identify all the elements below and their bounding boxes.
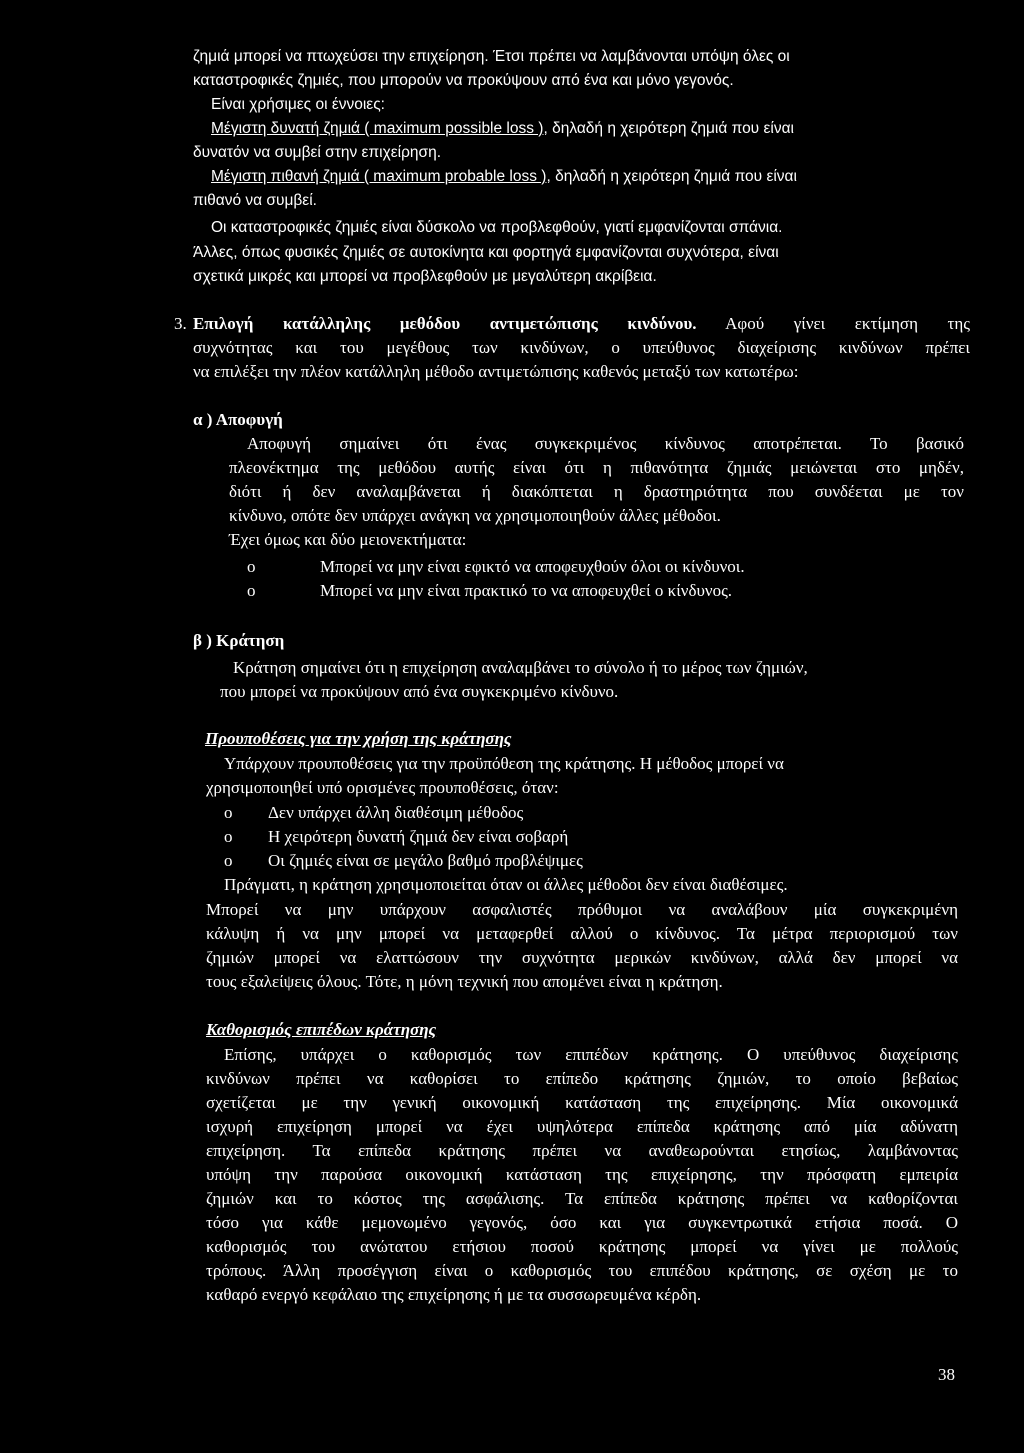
levels-line-8: τόσο για κάθε μεμονωμένο γεγονός, όσο και για συγκεντρωτικά ετήσια ποσά. Ο xyxy=(206,1213,958,1232)
levels-line-9: καθορισμός του ανώτατου ετήσιου ποσού κράτησης μπορεί να γίνει με πολλούς xyxy=(206,1237,958,1256)
bullet-symbol: o xyxy=(247,557,256,576)
section-3-line-2: συχνότητας και του μεγέθους των κινδύνων, ο υπεύθυνος διαχείρισης κινδύνων πρέπει xyxy=(193,338,970,357)
max-probable-line-1 xyxy=(211,165,797,189)
bullet-symbol: o xyxy=(224,803,233,822)
max-possible-line-1 xyxy=(211,117,794,141)
section-3-title: Επιλογή κατάλληλης μεθόδου αντιμετώπισης κινδύνου. xyxy=(193,314,697,333)
intro-line-1: ζημιά μπορεί να πτωχεύσει την επιχείρηση. Έτσι πρέπει να λαμβάνονται υπόψη όλες οι xyxy=(193,48,790,65)
prerequisites-para-line-5: τους εξαλείψεις όλους. Τότε, η μόνη τεχνική που απομένει είναι η κράτηση. xyxy=(206,972,723,991)
section-3-line-3: να επιλέξει την πλέον κατάλληλη μέθοδο αντιμετώπισης καθενός μεταξύ των κατωτέρω: xyxy=(193,362,799,381)
avoidance-line-2: πλεονέκτημα της μεθόδου αυτής είναι ότι η πιθανότητα ζημιάς μειώνεται στο μηδέν, xyxy=(229,458,964,477)
levels-line-6: υπόψη την παρούσα οικονομική κατάσταση της επιχείρησης, την πρόσφατη εμπειρία xyxy=(206,1165,958,1184)
avoidance-heading: α ) Αποφυγή xyxy=(193,410,283,429)
section-3-line-1 xyxy=(193,312,970,336)
page-number: 38 xyxy=(938,1365,955,1384)
prerequisites-bullet-2: Η χειρότερη δυνατή ζημιά δεν είναι σοβαρή xyxy=(268,827,569,846)
others-line-2: σχετικά μικρές και μπορεί να προβλεφθούν με μεγαλύτερη ακρίβεια. xyxy=(193,268,657,285)
max-probable-term: Μέγιστη πιθανή ζημιά ( maximum probable loss ) xyxy=(211,168,547,185)
avoidance-bullet-1: Μπορεί να μην είναι εφικτό να αποφευχθούν όλοι οι κίνδυνοι. xyxy=(320,557,745,576)
levels-line-2: κινδύνων πρέπει να καθορίσει το επίπεδο κράτησης ζημιών, το οποίο βεβαίως xyxy=(206,1069,958,1088)
avoidance-line-5: Έχει όμως και δύο μειονεκτήματα: xyxy=(229,530,467,549)
prerequisites-para-line-3: κάλυψη ή να μην μπορεί να μεταφερθεί αλλού ο κίνδυνος. Τα μέτρα περιορισμού των xyxy=(206,924,958,943)
bullet-symbol: o xyxy=(224,851,233,870)
prerequisites-para-line-2: Μπορεί να μην υπάρχουν ασφαλιστές πρόθυμοι να αναλάβουν μία συγκεκριμένη xyxy=(206,900,958,919)
avoidance-line-1: Αποφυγή σημαίνει ότι ένας συγκεκριμένος κίνδυνος αποτρέπεται. Το βασικό xyxy=(247,434,964,453)
retention-line-1: Κράτηση σημαίνει ότι η επιχείρηση αναλαμβάνει το σύνολο ή το μέρος των ζημιών, xyxy=(233,658,808,677)
avoidance-line-4: κίνδυνο, οπότε δεν υπάρχει ανάγκη να χρησιμοποιηθούν άλλες μέθοδοι. xyxy=(229,506,721,525)
max-probable-rest: , δηλαδή η χειρότερη ζημιά που είναι xyxy=(546,168,797,185)
prerequisites-para-line-4: ζημιών μπορεί να ελαττώσουν την συχνότητα μερικών κινδύνων, αλλά δεν μπορεί να xyxy=(206,948,958,967)
levels-line-5: επιχείρηση. Τα επίπεδα κράτησης πρέπει να αναθεωρούνται ετησίως, λαμβάνοντας xyxy=(206,1141,958,1160)
levels-line-1: Επίσης, υπάρχει ο καθορισμός των επιπέδων κράτησης. Ο υπεύθυνος διαχείρισης xyxy=(224,1045,958,1064)
bullet-symbol: o xyxy=(247,581,256,600)
section-3-number: 3. xyxy=(174,314,187,333)
levels-line-3: σχετίζεται με την γενική οικονομική κατάσταση της επιχείρησης. Μία οικονομικά xyxy=(206,1093,958,1112)
max-possible-term: Μέγιστη δυνατή ζημιά ( maximum possible loss ) xyxy=(211,120,544,137)
avoidance-line-3: διότι ή δεν αναλαμβάνεται ή διακόπτεται η δραστηριότητα που συνδέεται με τον xyxy=(229,482,964,501)
max-probable-line-2: πιθανό να συμβεί. xyxy=(193,192,317,209)
catastrophic-note: Οι καταστροφικές ζημιές είναι δύσκολο να προβλεφθούν, γιατί εμφανίζονται σπάνια. xyxy=(211,219,783,236)
max-possible-line-2: δυνατόν να συμβεί στην επιχείρηση. xyxy=(193,144,442,161)
intro-line-3: Είναι χρήσιμες οι έννοιες: xyxy=(211,96,385,113)
others-line-1: Άλλες, όπως φυσικές ζημιές σε αυτοκίνητα και φορτηγά εμφανίζονται συχνότερα, είναι xyxy=(193,244,779,261)
prerequisites-line-2: χρησιμοποιηθεί υπό ορισμένες προυποθέσεις, όταν: xyxy=(206,778,559,797)
levels-line-11: καθαρό ενεργό κεφάλαιο της επιχείρησης ή με τα συσσωρευμένα κέρδη. xyxy=(206,1285,702,1304)
bullet-symbol: o xyxy=(224,827,233,846)
prerequisites-heading: Προυποθέσεις για την χρήση της κράτησης xyxy=(205,729,512,748)
retention-line-2: που μπορεί να προκύψουν από ένα συγκεκριμένο κίνδυνο. xyxy=(220,682,619,701)
levels-line-10: τρόπους. Άλλη προσέγγιση είναι ο καθορισμός του επιπέδου κράτησης, σε σχέση με το xyxy=(206,1261,958,1280)
intro-line-2: καταστροφικές ζημιές, που μπορούν να προκύψουν από ένα και μόνο γεγονός. xyxy=(193,72,734,89)
avoidance-bullet-2: Μπορεί να μην είναι πρακτικό το να αποφευχθεί ο κίνδυνος. xyxy=(320,581,733,600)
prerequisites-bullet-3: Οι ζημιές είναι σε μεγάλο βαθμό προβλέψιμες xyxy=(268,851,583,870)
prerequisites-line-1: Υπάρχουν προυποθέσεις για την προϋπόθεση της κράτησης. Η μέθοδος μπορεί να xyxy=(224,754,784,773)
max-possible-rest: , δηλαδή η χειρότερη ζημιά που είναι xyxy=(543,120,794,137)
levels-line-4: ισχυρή επιχείρηση μπορεί να έχει υψηλότερα επίπεδα κράτησης από μία αδύνατη xyxy=(206,1117,958,1136)
levels-heading: Καθορισμός επιπέδων κράτησης xyxy=(206,1020,437,1039)
section-3-line-1-rest: Αφού γίνει εκτίμηση της xyxy=(725,314,970,333)
retention-heading: β ) Κράτηση xyxy=(193,631,285,650)
prerequisites-para-line-1: Πράγματι, η κράτηση χρησιμοποιείται όταν οι άλλες μέθοδοι δεν είναι διαθέσιμες. xyxy=(224,875,788,894)
prerequisites-bullet-1: Δεν υπάρχει άλλη διαθέσιμη μέθοδος xyxy=(268,803,524,822)
levels-line-7: ζημιών και το κόστος της ασφάλισης. Τα επίπεδα κράτησης πρέπει να καθορίζονται xyxy=(206,1189,958,1208)
